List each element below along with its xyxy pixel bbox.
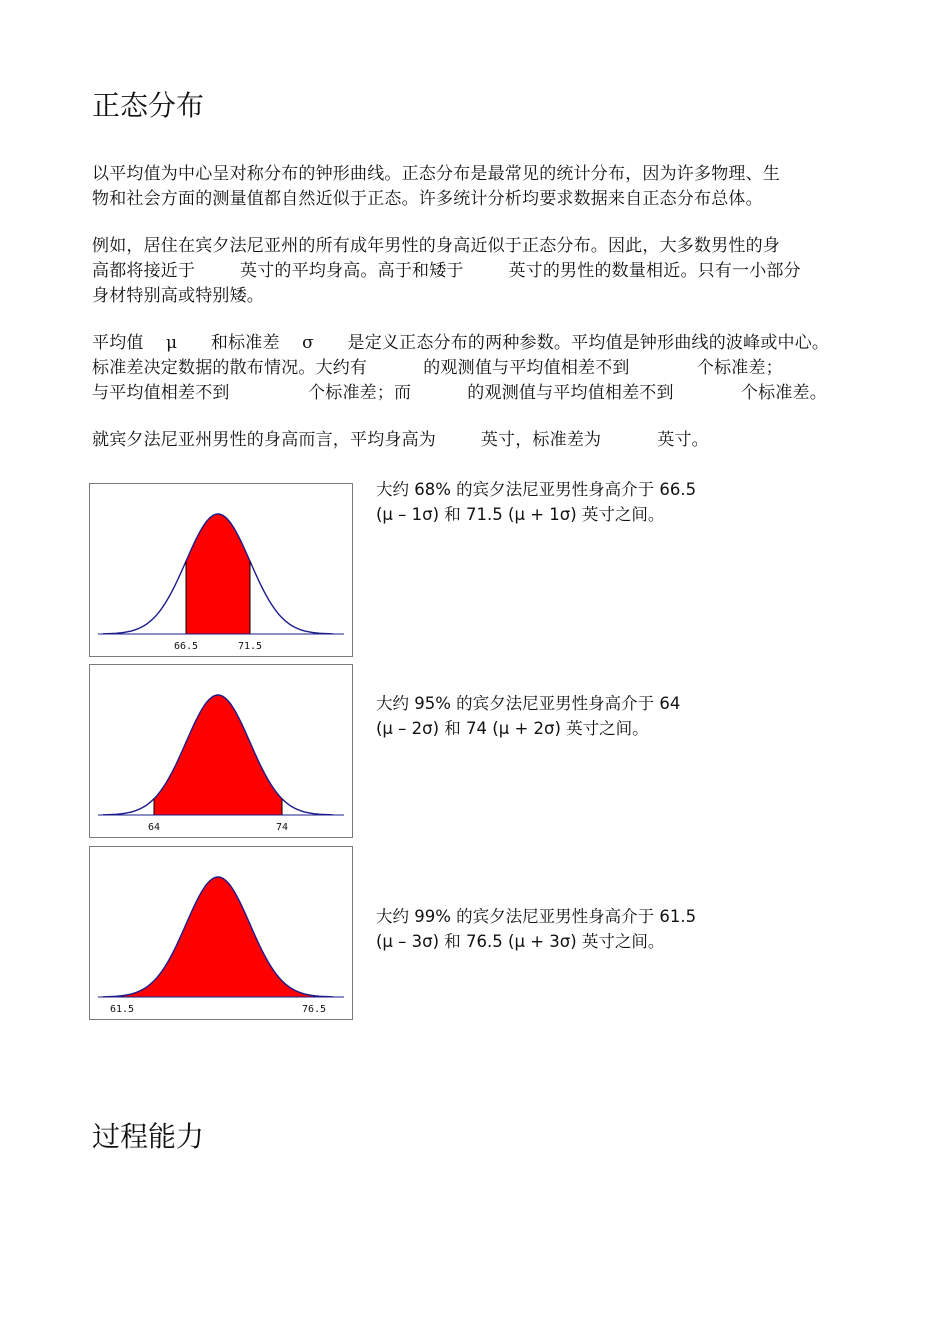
normal-curve-figure-2sigma bbox=[89, 664, 353, 838]
paragraph-line: 就宾夕法尼亚州男性的身高而言，平均身高为 英寸，标准差为 英寸。 bbox=[92, 430, 709, 450]
paragraph-line: 物和社会方面的测量值都自然近似于正态。许多统计分析均要求数据来自正态分布总体。 bbox=[92, 189, 763, 209]
caption-line: 大约 68% 的宾夕法尼亚男性身高介于 66.5 bbox=[376, 480, 697, 499]
tick-label-left: 61.5 bbox=[109, 1004, 135, 1015]
section-title-normal-distribution: 正态分布 bbox=[92, 89, 205, 122]
paragraph-line: 身材特别高或特别矮。 bbox=[92, 286, 264, 306]
paragraph-example bbox=[92, 234, 872, 309]
shaded-area bbox=[154, 695, 282, 815]
caption-line: (μ – 1σ) 和 71.5 (μ + 1σ) 英寸之间。 bbox=[376, 505, 665, 524]
paragraph-line: 标准差决定数据的散布情况。大约有 的观测值与平均值相差不到 个标准差； bbox=[92, 358, 783, 378]
normal-curve-figure-3sigma bbox=[89, 846, 353, 1020]
paragraph-parameters bbox=[92, 331, 872, 406]
normal-curve-figure-1sigma bbox=[89, 483, 353, 657]
shaded-area bbox=[186, 514, 250, 634]
paragraph-line: 高都将接近于 英寸的平均身高。高于和矮于 英寸的男性的数量相近。只有一小部分 bbox=[92, 261, 801, 281]
caption-line: (μ – 3σ) 和 76.5 (μ + 3σ) 英寸之间。 bbox=[376, 932, 665, 951]
figure-caption-1sigma bbox=[376, 477, 796, 527]
paragraph-pennsylvania bbox=[92, 428, 872, 453]
section-title-process-capability: 过程能力 bbox=[92, 1120, 205, 1153]
tick-label-left: 66.5 bbox=[173, 641, 199, 652]
tick-label-left: 64 bbox=[147, 822, 161, 833]
paragraph-line: 以平均值为中心呈对称分布的钟形曲线。正态分布是最常见的统计分布，因为许多物理、生 bbox=[92, 164, 780, 184]
figure-caption-2sigma bbox=[376, 691, 796, 741]
bell-curve-graphic bbox=[90, 484, 352, 656]
tick-label-right: 71.5 bbox=[237, 641, 263, 652]
paragraph-intro bbox=[92, 162, 872, 212]
shaded-area bbox=[122, 877, 314, 997]
tick-label-right: 76.5 bbox=[301, 1004, 327, 1015]
paragraph-line: 例如，居住在宾夕法尼亚州的所有成年男性的身高近似于正态分布。因此，大多数男性的身 bbox=[92, 236, 780, 256]
figure-caption-3sigma bbox=[376, 904, 796, 954]
paragraph-line: 平均值 μ 和标准差 σ 是定义正态分布的两种参数。平均值是钟形曲线的波峰或中心。 bbox=[92, 333, 830, 353]
bell-curve-graphic bbox=[90, 665, 352, 837]
caption-line: (μ – 2σ) 和 74 (μ + 2σ) 英寸之间。 bbox=[376, 719, 649, 738]
paragraph-line: 与平均值相差不到 个标准差；而 的观测值与平均值相差不到 个标准差。 bbox=[92, 383, 827, 403]
caption-line: 大约 95% 的宾夕法尼亚男性身高介于 64 bbox=[376, 694, 681, 713]
tick-label-right: 74 bbox=[275, 822, 289, 833]
bell-curve-graphic bbox=[90, 847, 352, 1019]
caption-line: 大约 99% 的宾夕法尼亚男性身高介于 61.5 bbox=[376, 907, 697, 926]
